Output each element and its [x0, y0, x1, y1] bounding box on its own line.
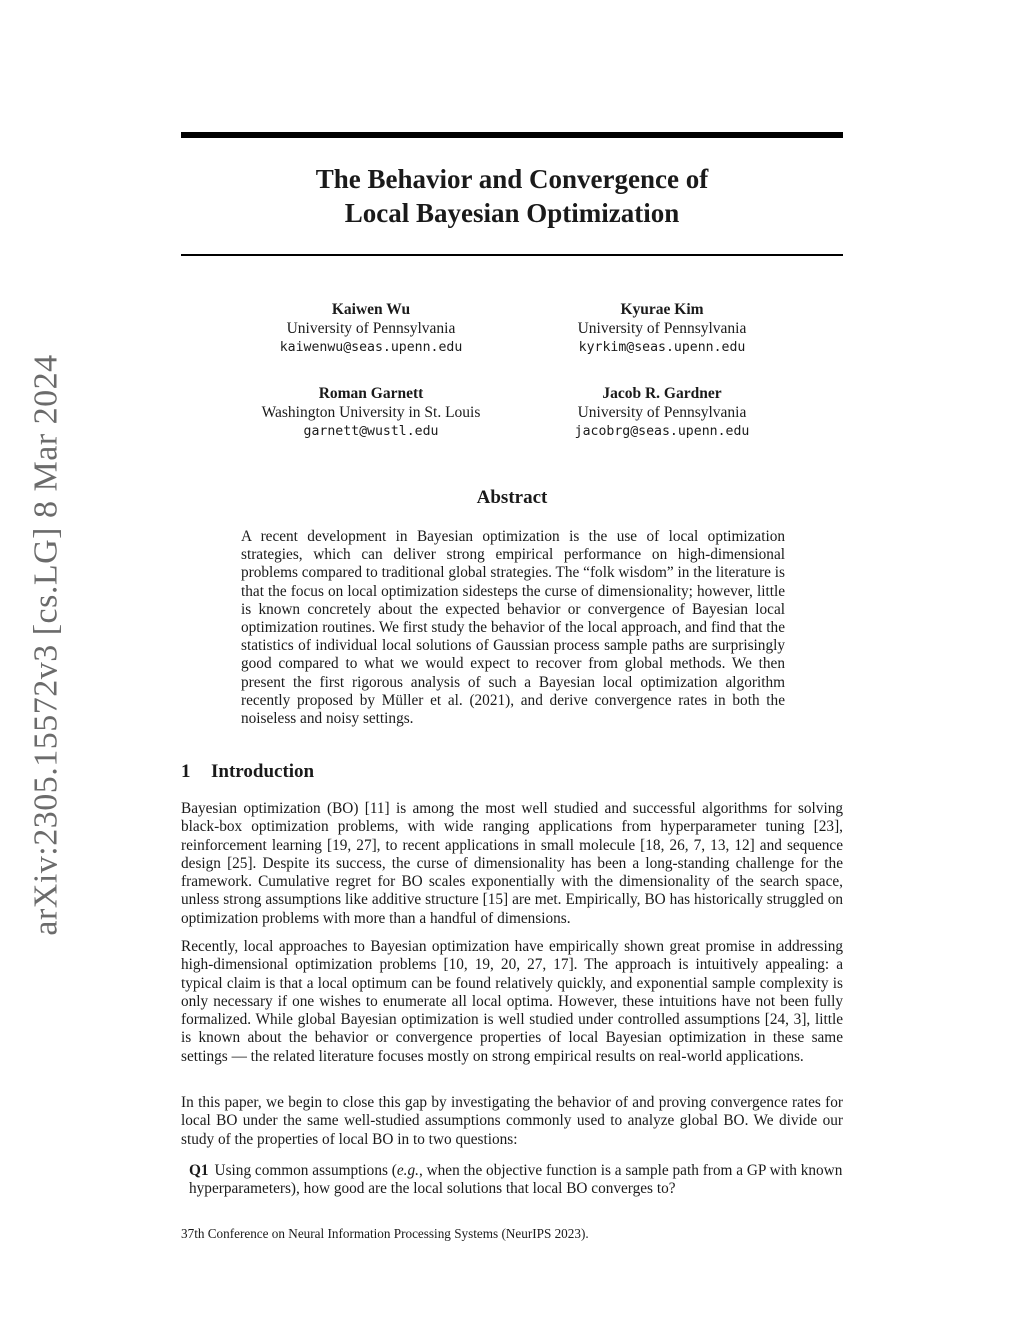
author-block — [221, 384, 521, 441]
author-affiliation: University of Pennsylvania — [577, 320, 747, 337]
body-paragraph: Recently, local approaches to Bayesian optimization have empirically shown great promise in addressing high-dimensional optimization problems [10, 19, 20, 27, 17]. The approach is intuitively appealing: a typical claim is that a local optimum can be found relatively quickly, and exponential sample complexity is only necessary if one wishes to enumerate all local optima. However, these intuitions have not been fully formalized. While global Bayesian optimization is well studied under controlled assumptions [24, 3], little is known about the behavior or convergence properties of local Bayesian optimization in these same settings — the related literature focuses mostly on strong empirical results on real-world applications. — [181, 938, 843, 1065]
question-label: Q1 — [189, 1162, 209, 1179]
section-number: 1 — [181, 761, 191, 782]
abstract-text: A recent development in Bayesian optimization is the use of local optimization strategies, which can deliver strong empirical performance on high-dimensional problems compared to traditional global strategies. The “folk wisdom” in the literature is that the focus on local optimization sidesteps the curse of dimensionality; however, little is known concretely about the expected behavior or convergence of Bayesian local optimization routines. We first study the behavior of the local approach, and find that the statistics of individual local solutions of Gaussian process sample paths are surprisingly good compared to what we would expect to recover from global methods. We then present the first rigorous analysis of such a Bayesian local optimization algorithm recently proposed by Müller et al. (2021), and derive convergence rates in both the noiseless and noisy settings. — [241, 528, 785, 728]
question-text-italic: e.g. — [396, 1162, 419, 1179]
title-rule-top — [181, 132, 843, 138]
title-line-2: Local Bayesian Optimization — [344, 198, 680, 228]
abstract-heading: Abstract — [476, 487, 548, 508]
author-name: Roman Garnett — [318, 385, 424, 402]
author-affiliation: University of Pennsylvania — [286, 320, 456, 337]
author-name: Jacob R. Gardner — [602, 385, 722, 402]
author-block — [221, 300, 521, 357]
author-email: garnett@wustl.edu — [303, 424, 439, 439]
author-name: Kyurae Kim — [620, 301, 704, 318]
author-name: Kaiwen Wu — [331, 301, 411, 318]
body-paragraph: Bayesian optimization (BO) [11] is among the most well studied and successful algorithms for solving black-box optimization problems, with wide ranging applications from hyperparameter tuning [23], reinforcement learning [19, 27], to recent applications in small molecule [18, 26, 7, 13, 12] and sequence design [25]. Despite its success, the curse of dimensionality has been a long-standing challenge for the framework. Cumulative regret for BO scales exponentially with the dimensionality of the search space, unless strong assumptions like additive structure [15] are met. Empirically, BO has historically struggled on optimization problems with more than a handful of dimensions. — [181, 800, 843, 927]
body-paragraph: In this paper, we begin to close this gap by investigating the behavior of and proving convergence rates for local BO under the same well-studied assumptions commonly used to analyze global BO. We divide our study of the properties of local BO in to two questions: — [181, 1094, 843, 1148]
section-heading — [181, 760, 314, 784]
arxiv-identifier-stamp — [14, 354, 80, 936]
research-question-q1 — [189, 1162, 843, 1199]
author-affiliation: Washington University in St. Louis — [261, 404, 481, 421]
author-email: kaiwenwu@seas.upenn.edu — [279, 340, 463, 355]
author-email: jacobrg@seas.upenn.edu — [574, 424, 750, 439]
author-email: kyrkim@seas.upenn.edu — [578, 340, 746, 355]
question-text — [189, 1162, 842, 1197]
section-title: Introduction — [211, 761, 315, 782]
author-affiliation: University of Pennsylvania — [577, 404, 747, 421]
paper-title — [181, 162, 843, 230]
conference-footnote: 37th Conference on Neural Information Processing Systems (NeurIPS 2023). — [181, 1226, 589, 1241]
question-text-part: Using common assumptions ( — [214, 1162, 397, 1179]
author-block — [512, 384, 812, 441]
author-block — [512, 300, 812, 357]
title-rule-bottom — [181, 254, 843, 256]
title-line-1: The Behavior and Convergence of — [315, 164, 709, 194]
arxiv-identifier-text: arXiv:2305.15572v3 [cs.LG] 8 Mar 2024 — [28, 354, 66, 936]
question-text-part: , when the objective function is a sample path from a GP with known hyperparameters), how good are the local solutions that local BO converges to? — [189, 1162, 843, 1198]
